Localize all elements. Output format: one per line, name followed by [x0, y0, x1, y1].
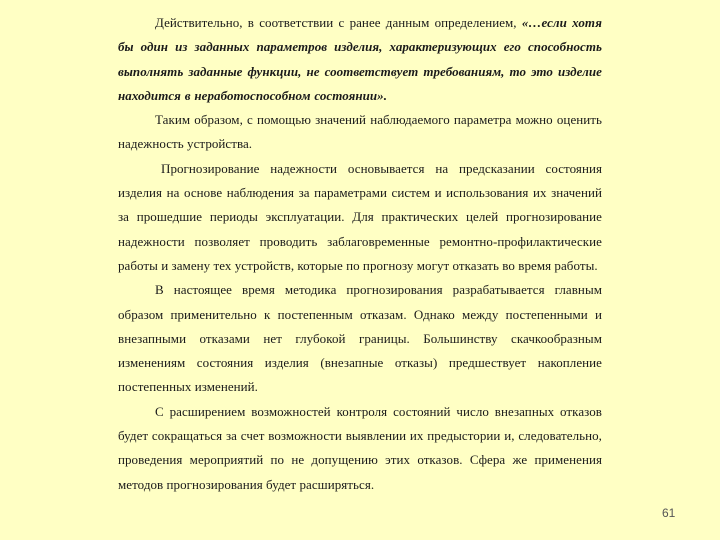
paragraph-monitoring: С расширением возможностей контроля состояний число внезапных отказов будет сокращаться за счет возможности выявлении их предыстории и, следовательно, проведения мероприятий по не допущению этих отказов. Сфера же применения методов прогнозирования будет расширяться.: [118, 403, 602, 492]
page-number: 61: [662, 506, 676, 520]
paragraph-assessment: Таким образом, с помощью значений наблюдаемого параметра можно оценить надежность устройства.: [118, 112, 602, 152]
paragraph-methodology: В настоящее время методика прогнозирования разрабатывается главным образом применительно к постепенным отказам. Однако между постепенными и внезапными отказами нет глубокой границы. Большинству скачкообразным изменениям состояния изделия (внезапные отказы) предшествует накопление постепенных изменений.: [118, 282, 602, 395]
paragraph-forecasting: Прогнозирование надежности основывается на предсказании состояния изделия на основе наблюдения за параметрами систем и использования их значений за прошедшие периоды эксплуатации. Для практических целей прогнозирование надежности позволяет проводить заблаговременные ремонтно-профилактические работы и замену тех устройств, которые по прогнозу могут отказать во время работы.: [118, 160, 602, 273]
definition-lead-text: Действительно, в соответствии с ранее данным определением,: [155, 15, 522, 30]
paragraph-definition: [118, 11, 602, 108]
definition-quote: «…если хотя бы один из заданных параметров изделия, характеризующих его способность выполнять заданные функции, не соответствует требованиям, то это изделие находится в неработоспособном состоянии».: [118, 15, 602, 103]
document-body: [118, 11, 602, 497]
